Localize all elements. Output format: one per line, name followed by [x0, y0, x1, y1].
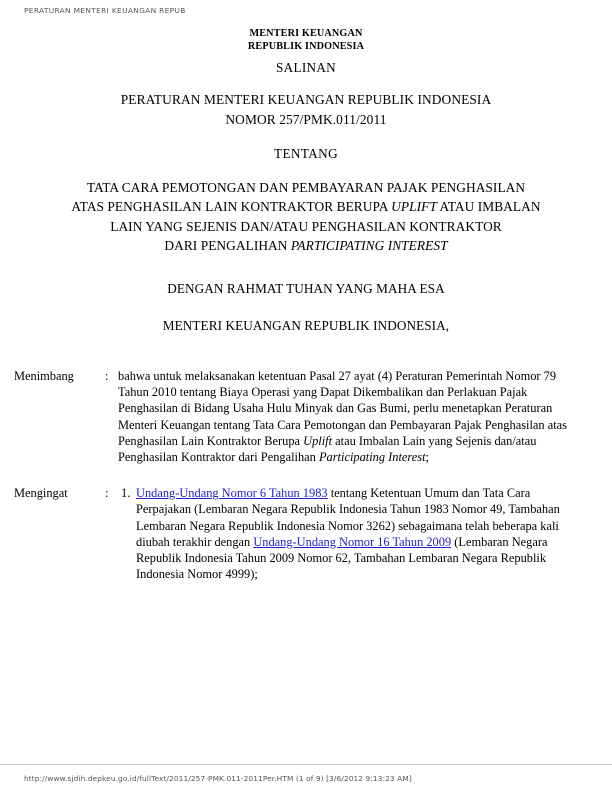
subject-line-4: [0, 236, 612, 255]
menimbang-label: Menimbang: [14, 369, 74, 383]
mengingat-item-number: 1.: [121, 486, 131, 501]
menimbang-text-3: ;: [425, 450, 429, 465]
blessing-line: DENGAN RAHMAT TUHAN YANG MAHA ESA: [167, 281, 445, 296]
mengingat-clause: [0, 485, 612, 582]
subject-uplift-italic: UPLIFT: [391, 199, 437, 215]
mengingat-colon: :: [105, 486, 109, 501]
menimbang-body: [118, 368, 570, 465]
minister-line: MENTERI KEUANGAN REPUBLIK INDONESIA,: [162, 318, 450, 333]
browser-print-footer: http://www.sjdih.depkeu.go.id/fullText/2011/257-PMK.011-2011Per.HTM (1 of 9) [3/6/2012 9:13:23 AM]: [24, 774, 412, 783]
regulation-title: [0, 90, 612, 129]
mengingat-body: [136, 485, 580, 582]
subject-line-2-text-a: ATAS PENGHASILAN LAIN KONTRAKTOR BERUPA: [71, 199, 392, 215]
menimbang-text-1: bahwa untuk melaksanakan ketentuan Pasal 27 ayat (4) Peraturan Pemerintah Nomor 79 Tahun 2010 tentang Biaya Operasi yang Dapat Dikembalikan dan Perlakuan Pajak Penghasilan di Bidang Usaha Hulu Minyak dan Gas Bumi, perlu menetapkan Peraturan Menteri Keuangan tentang Tata Cara Pemotongan dan Pembayaran Pajak Penghasilan atas Penghasilan Lain Kontraktor Berupa: [118, 369, 567, 448]
letterhead-line-1: MENTERI KEUANGAN: [249, 28, 363, 39]
tentang-label: TENTANG: [273, 146, 338, 162]
subject-line-1: TATA CARA PEMOTONGAN DAN PEMBAYARAN PAJAK PENGHASILAN: [86, 180, 526, 196]
mengingat-label: Mengingat: [14, 486, 68, 501]
menimbang-uplift-italic: Uplift: [303, 433, 333, 448]
regulation-number: NOMOR 257/PMK.011/2011: [225, 111, 387, 127]
subject-participating-interest-italic: PARTICIPATING INTEREST: [290, 237, 448, 253]
mengingat-text-1: tentang Ketentuan Umum dan Tata Cara Perpajakan (Lembaran Negara Republik Indonesia Tahun 1983 Nomor 49, Tambahan Lembaran Negara Republik Indonesia Nomor 3262) sebagaimana telah beberapa kali diubah terakhir dengan: [136, 486, 560, 549]
browser-print-header: PERATURAN MENTERI KEUANGAN REPUB: [24, 6, 186, 15]
menimbang-colon: :: [105, 369, 109, 383]
letterhead-line-2: REPUBLIK INDONESIA: [247, 40, 365, 52]
menimbang-text-2: atau Imbalan Lain yang Sejenis dan/atau Penghasilan Kontraktor dari Pengalihan: [118, 433, 537, 465]
regulation-subject: [0, 178, 612, 255]
link-undang-undang-6-1983[interactable]: Undang-Undang Nomor 6 Tahun 1983: [136, 486, 328, 501]
subject-line-2-text-b: ATAU IMBALAN: [436, 199, 541, 215]
footer-divider: [0, 764, 612, 765]
menimbang-participating-interest-italic: Participating Interest: [318, 450, 426, 465]
subject-line-3: LAIN YANG SEJENIS DAN/ATAU PENGHASILAN KONTRAKTOR: [110, 218, 502, 234]
link-undang-undang-16-2009[interactable]: Undang-Undang Nomor 16 Tahun 2009: [253, 534, 452, 549]
subject-line-4-text: DARI PENGALIHAN: [164, 237, 291, 253]
letterhead: [0, 28, 612, 53]
mengingat-text-2: (Lembaran Negara Republik Indonesia Tahun 2009 Nomor 62, Tambahan Lembaran Negara Republik Indonesia Nomor 4999);: [136, 534, 548, 582]
salinan-label: SALINAN: [276, 60, 336, 76]
menimbang-clause: [0, 368, 612, 465]
regulation-title-line-1: PERATURAN MENTERI KEUANGAN REPUBLIK INDONESIA: [120, 92, 492, 108]
subject-line-2: [0, 197, 612, 216]
